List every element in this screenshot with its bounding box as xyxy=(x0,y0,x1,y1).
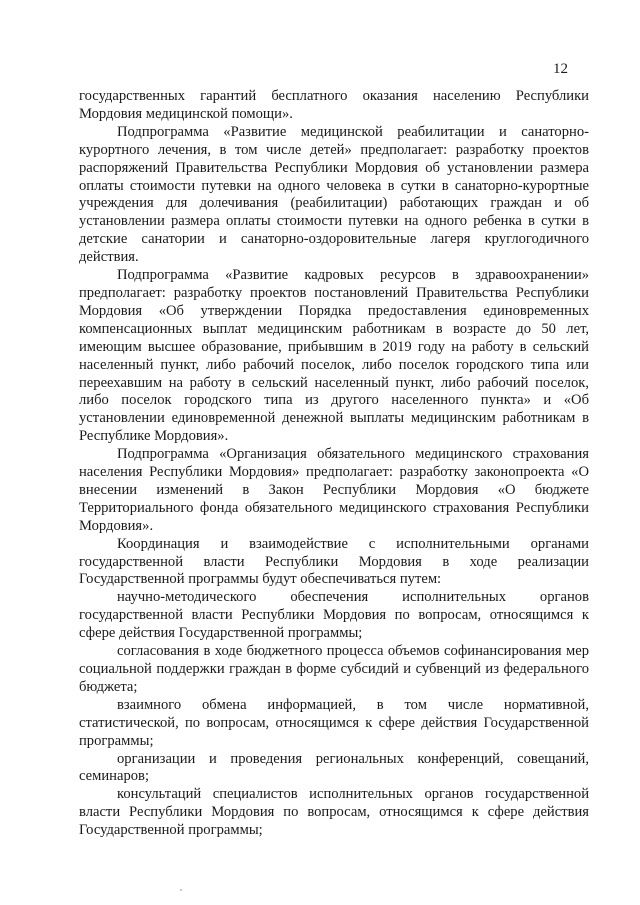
paragraph-6: согласования в ходе бюджетного процесса объемов софинансирования мер социальной поддержки граждан в форме субсидий и субвенций из федерального бюджета; xyxy=(79,643,589,695)
paragraph-8: организации и проведения региональных конференций, совещаний, семинаров; xyxy=(79,750,589,785)
paragraph-1: Подпрограмма «Развитие медицинской реабилитации и санаторно-курортного лечения, в том числе детей» предполагает: разработку проектов распоряжений Правительства Республики Мордовия об установлении размера оплаты стоимости путевки на одного человека в сутки в санаторно-курортные учреждения для долечивания (реабилитации) работающих граждан и об установлении размера оплаты стоимости путевки на одного ребенка в сутки в детские санатории и санаторно-оздоровительные лагеря круглогодичного действия. xyxy=(79,123,589,266)
paragraph-4: Координация и взаимодействие с исполнительными органами государственной власти Республики Мордовия в ходе реализации Государственной программы будут обеспечиваться путем: xyxy=(79,535,589,588)
page-number: 12 xyxy=(553,61,568,77)
paragraph-2: Подпрограмма «Развитие кадровых ресурсов в здравоохранении» предполагает: разработку проектов постановлений Правительства Республики Мордовия «Об утверждении Порядка предоставления единовременных компенсационных выплат медицинским работникам в возрасте до 50 лет, имеющим высшее образование, прибывшим в 2019 году на работу в сельский населенный пункт, либо рабочий поселок, либо поселок городского типа или переехавшим на работу в сельский населенный пункт, либо рабочий поселок, либо поселок городского типа из другого населенного пункта» и «Об установлении единовременной денежной выплаты медицинским работникам в Республике Мордовия». xyxy=(79,267,589,445)
document-body xyxy=(79,88,589,840)
paragraph-5: научно-методического обеспечения исполнительных органов государственной власти Республики Мордовия по вопросам, относящимся к сфере действия Государственной программы; xyxy=(79,589,589,642)
paragraph-3: Подпрограмма «Организация обязательного медицинского страхования населения Республики Мордовия» предполагает: разработку законопроекта «О внесении изменений в Закон Республики Мордовия «О бюджете Территориального фонда обязательного медицинского страхования Республики Мордовия». xyxy=(79,446,589,534)
paragraph-9: консультаций специалистов исполнительных органов государственной власти Республики Мордовия по вопросам, относящимся к сфере действия Государственной программы; xyxy=(79,786,589,839)
paragraph-7: взаимного обмена информацией, в том числе нормативной, статистической, по вопросам, относящимся к сфере действия Государственной программы; xyxy=(79,696,589,749)
paragraph-0: государственных гарантий бесплатного оказания населению Республики Мордовия медицинской помощи». xyxy=(79,88,589,122)
scan-artifact xyxy=(180,889,182,891)
